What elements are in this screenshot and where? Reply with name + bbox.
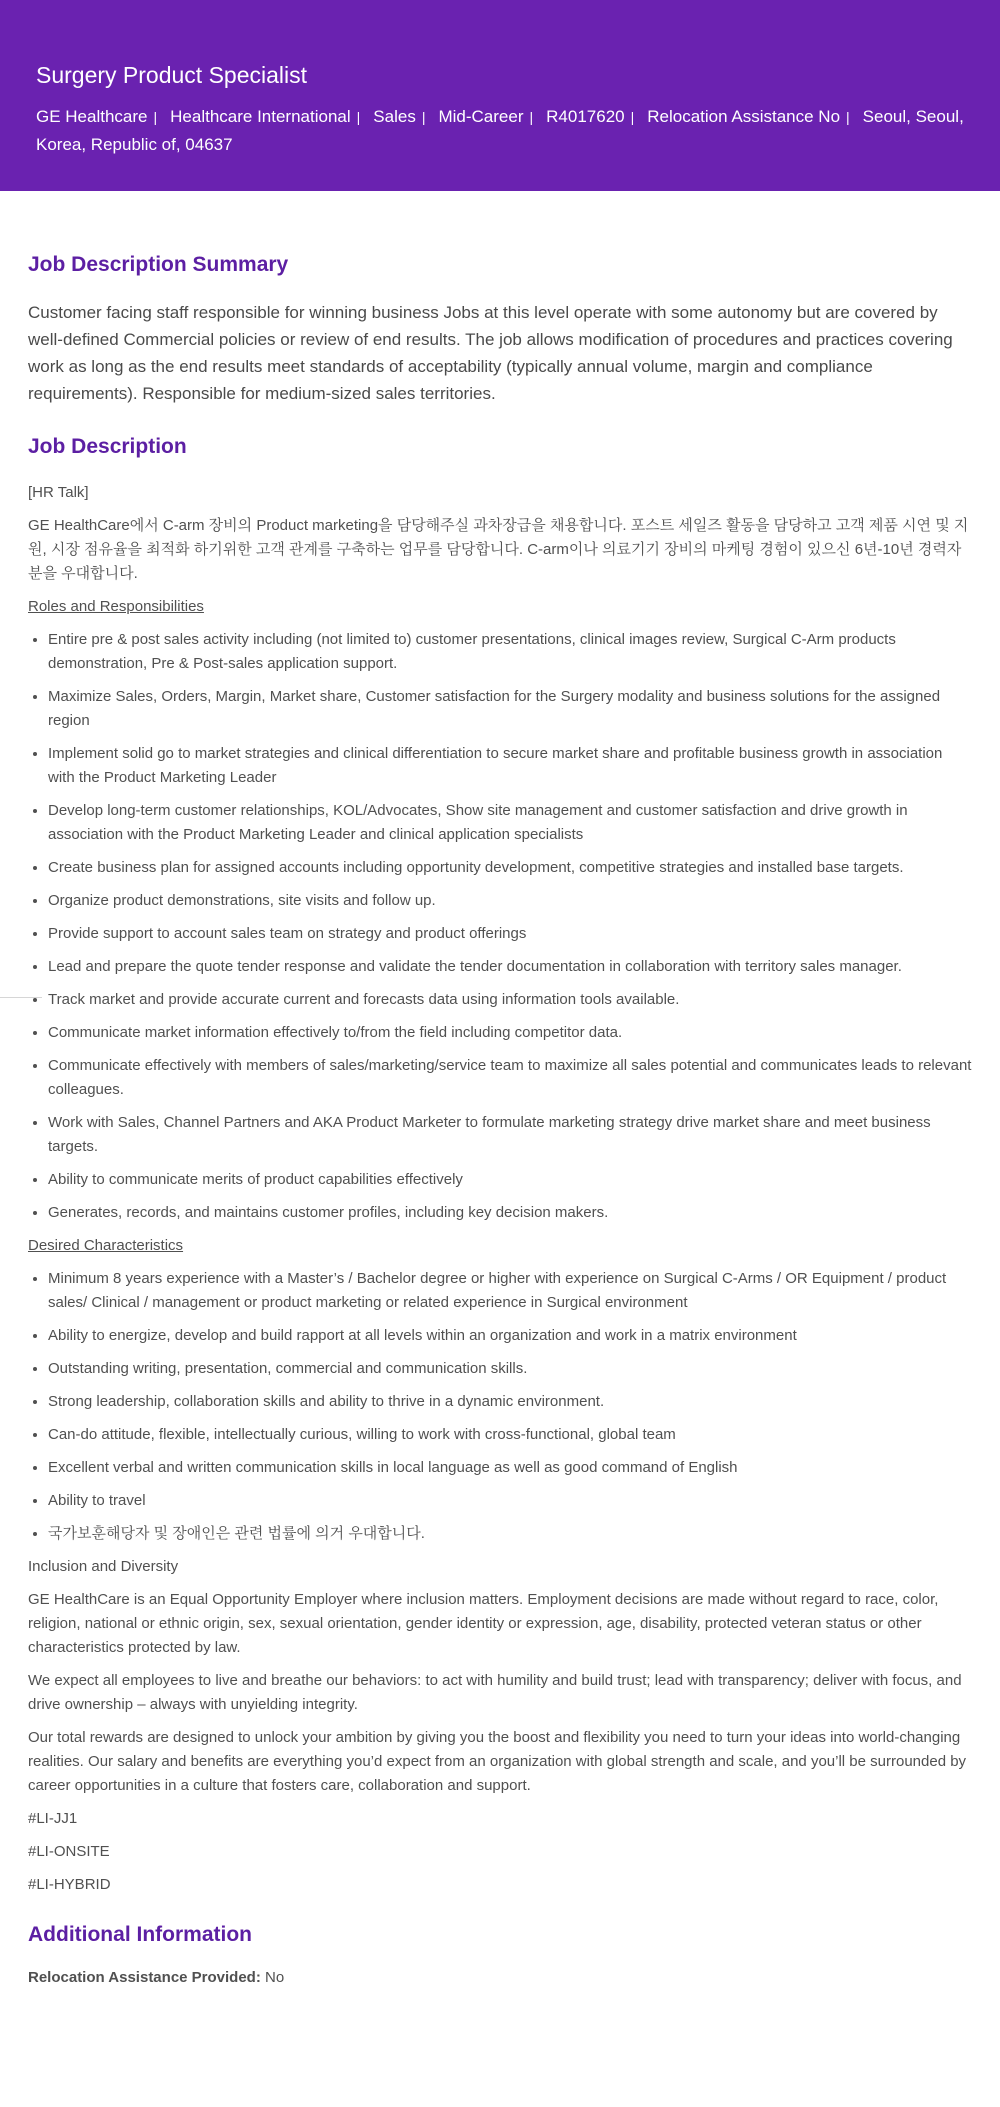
list-item: • Outstanding writing, presentation, commercial and communication skills. [48,1357,972,1381]
summary-section [28,253,972,407]
meta-separator: | [846,109,850,125]
meta-company: GE Healthcare [36,107,148,126]
hashtag: #LI-ONSITE [28,1843,110,1860]
list-item: • Can-do attitude, flexible, intellectually curious, willing to work with cross-functional, global team [48,1423,972,1447]
relocation-value: No [265,1969,285,1986]
list-item: • Provide support to account sales team on strategy and product offerings [48,922,972,946]
list-item: • Strong leadership, collaboration skills and ability to thrive in a dynamic environment. [48,1390,972,1414]
meta-business: Healthcare International [170,107,351,126]
rewards-paragraph: Our total rewards are designed to unlock your ambition by giving you the boost and flexibility you need to turn your ideas into world-changing realities. Our salary and benefits are everything you’d expect from an organization with global strength and scale, and you’ll be surrounded by career opportunities in a culture that fosters care, collaboration and support. [28,1729,967,1794]
list-item: • Entire pre & post sales activity including (not limited to) customer presentations, clinical images review, Surgical C-Arm products demonstration, Pre & Post-sales application support. [48,628,972,676]
list-item: • Implement solid go to market strategies and clinical differentiation to secure market share and profitable business growth in association with the Product Marketing Leader [48,742,972,790]
meta-location: Seoul, Seoul, Korea, Republic of, 04637 [36,107,964,154]
inclusion-heading: Inclusion and Diversity [28,1558,179,1575]
list-item: • Communicate market information effectively to/from the field including competitor data. [48,1021,972,1045]
summary-heading: Job Description Summary [28,253,289,276]
list-item: • Create business plan for assigned accounts including opportunity development, competitive strategies and installed base targets. [48,856,972,880]
relocation-row [28,1969,972,1986]
meta-relocation: Relocation Assistance No [647,107,841,126]
list-item: • Track market and provide accurate current and forecasts data using information tools available. [48,988,972,1012]
list-item: • Excellent verbal and written communication skills in local language as well as good command of English [48,1456,972,1480]
meta-career-level: Mid-Career [438,107,524,126]
additional-info-heading: Additional Information [28,1923,252,1946]
desired-heading: Desired Characteristics [28,1237,184,1254]
meta-separator: | [356,109,361,125]
description-heading: Job Description [28,435,187,458]
list-item: • Communicate effectively with members of sales/marketing/service team to maximize all sales potential and communicates leads to relevant colleagues. [48,1054,972,1102]
edge-divider [0,997,42,998]
roles-heading: Roles and Responsibilities [28,598,204,615]
list-item: • Minimum 8 years experience with a Master’s / Bachelor degree or higher with experience on Surgical C-Arms / OR Equipment / product sales/ Clinical / management or product marketing or related experience in Surgical environment [48,1267,972,1315]
job-header [0,0,1000,191]
meta-separator: | [421,109,426,125]
list-item: • Ability to travel [48,1489,972,1513]
roles-list [28,628,972,1225]
job-title: Surgery Product Specialist [36,62,308,88]
list-item: • Lead and prepare the quote tender response and validate the tender documentation in collaboration with territory sales manager. [48,955,972,979]
meta-separator: | [630,109,635,125]
list-item: • Ability to energize, develop and build rapport at all levels within an organization and work in a matrix environment [48,1324,972,1348]
hashtag: #LI-HYBRID [28,1876,111,1893]
description-section [28,435,972,1897]
list-item: • Organize product demonstrations, site visits and follow up. [48,889,972,913]
job-content [0,191,1000,1986]
inclusion-paragraph: GE HealthCare is an Equal Opportunity Employer where inclusion matters. Employment decisions are made without regard to race, color, religion, national or ethnic origin, sex, sexual orientation, gender identity or expression, age, disability, protected veteran status or other characteristics protected by law. [28,1591,939,1656]
hashtag: #LI-JJ1 [28,1810,78,1827]
additional-info-section [28,1923,972,1986]
meta-requisition-id: R4017620 [546,107,625,126]
intro-paragraph: GE HealthCare에서 C-arm 장비의 Product marketing을 담당해주실 과차장급을 채용합니다. 포스트 세일즈 활동을 담당하고 고객 제품 시연 및 지원, 시장 점유율을 최적화 하기위한 고객 관계를 구축하는 업무를 담당합니다. C-arm이나 의료기기 장비의 마케팅 경험이 있으신 6년-10년 경력자 분을 우대합니다. [28,517,969,582]
meta-separator: | [153,109,158,125]
list-item: • 국가보훈해당자 및 장애인은 관련 법률에 의거 우대합니다. [48,1522,972,1546]
meta-separator: | [529,109,534,125]
description-body [28,481,972,1897]
meta-function: Sales [373,107,416,126]
relocation-label: Relocation Assistance Provided: [28,1969,261,1986]
behaviors-paragraph: We expect all employees to live and breathe our behaviors: to act with humility and build trust; lead with transparency; deliver with focus, and drive ownership – always with unyielding integrity. [28,1672,962,1713]
list-item: • Develop long-term customer relationships, KOL/Advocates, Show site management and customer satisfaction and drive growth in association with the Product Marketing Leader and clinical application specialists [48,799,972,847]
list-item: • Generates, records, and maintains customer profiles, including key decision makers. [48,1201,972,1225]
summary-text: Customer facing staff responsible for winning business Jobs at this level operate with some autonomy but are covered by well-defined Commercial policies or review of end results. The job allows modification of procedures and practices covering work as long as the end results meet standards of acceptability (typically annual volume, margin and compliance requirements). Responsible for medium-sized sales territories. [28,303,953,403]
job-meta [36,103,964,158]
list-item: • Maximize Sales, Orders, Margin, Market share, Customer satisfaction for the Surgery modality and business solutions for the assigned region [48,685,972,733]
list-item: • Ability to communicate merits of product capabilities effectively [48,1168,972,1192]
desired-list [28,1267,972,1546]
list-item: • Work with Sales, Channel Partners and AKA Product Marketer to formulate marketing strategy drive market share and meet business targets. [48,1111,972,1159]
hr-talk-label: [HR Talk] [28,484,89,501]
